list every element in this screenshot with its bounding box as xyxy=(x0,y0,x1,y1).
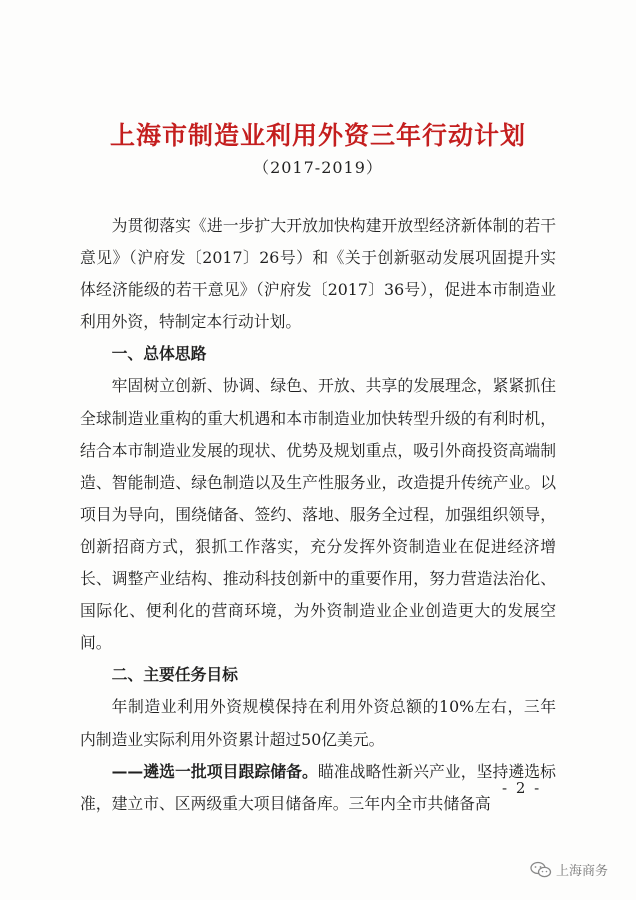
task-text: 瞄准战略性新兴产业，坚持遴选标准，建立市、区两级重大项目储备库。三年内全市共储备高 xyxy=(80,761,556,813)
document-subtitle: （2017-2019） xyxy=(253,158,383,177)
task-bold-lead: ——遴选一批项目跟踪储备。 xyxy=(111,761,318,781)
section-heading-targets: 二、主要任务目标 xyxy=(111,665,238,685)
wechat-icon xyxy=(530,861,552,879)
document-title: 上海市制造业利用外资三年行动计划 xyxy=(109,121,526,150)
page-number: - 2 - xyxy=(502,779,542,797)
section-heading-overall: 一、总体思路 xyxy=(111,344,207,364)
intro-paragraph: 为贯彻落实《进一步扩大开放加快构建开放型经济新体制的若干意见》（沪府发〔2017〕26号）和《关于创新驱动发展巩固提升实体经济能级的若干意见》（沪府发〔2017〕36号），促进本市制造业利用外资，特制定本行动计划。 xyxy=(80,216,556,332)
watermark xyxy=(530,860,608,879)
task-paragraph xyxy=(80,756,556,820)
overall-paragraph: 牢固树立创新、协调、绿色、开放、共享的发展理念，紧紧抓住全球制造业重构的重大机遇和本市制造业加快转型升级的有利时机，结合本市制造业发展的现状、优势及规划重点，吸引外商投资高端制造、智能制造、绿色制造以及生产性服务业，改造提升传统产业。以项目为导向，围绕储备、签约、落地、服务全过程，加强组织领导，创新招商方式，狠抓工作落实，充分发挥外资制造业在促进经济增长、调整产业结构、推动科技创新中的重要作用，努力营造法治化、国际化、便利化的营商环境，为外资制造业企业创造更大的发展空间。 xyxy=(80,376,556,653)
watermark-label: 上海商务 xyxy=(556,864,609,879)
document-body xyxy=(80,210,556,820)
targets-paragraph: 年制造业利用外资规模保持在利用外资总额的10%左右，三年内制造业实际利用外资累计超过50亿美元。 xyxy=(80,697,556,749)
